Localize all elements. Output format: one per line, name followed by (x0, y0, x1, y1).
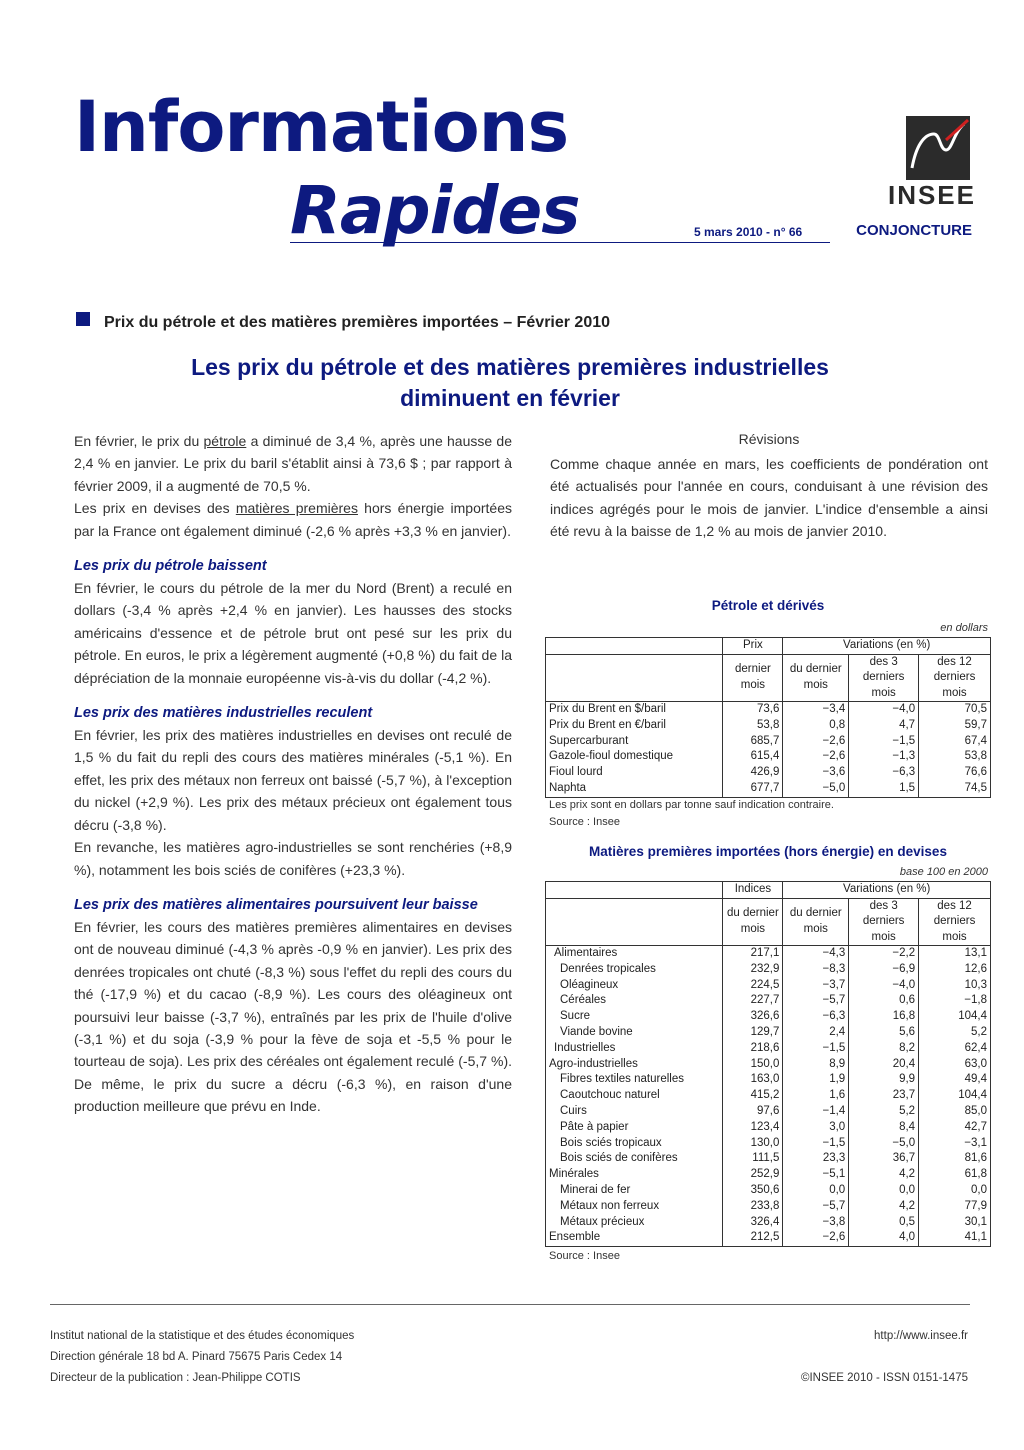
section-paragraph-industrielles-1: En février, les prix des matières industrielles en devises ont reculé de 1,5 % du fait du repli des cours des matières minérales (-5,1 %). En effet, les prix des métaux non ferreux ont baissé (-5,7 %), à l'exception du nickel (+2,9 %). Les prix des métaux précieux ont également tous décru (-3,8 %). (74, 727, 512, 833)
section-heading-petrole: Les prix du pétrole baissent (74, 558, 267, 575)
row-label: Céréales (546, 993, 723, 1009)
cell-value: 0,0 (919, 1183, 991, 1199)
cell-value: 74,5 (919, 781, 991, 797)
intro-text: hors énergie importées par la France ont également diminué (-2,6 % après +3,3 % en janvier). (74, 500, 512, 539)
cell-value: −2,6 (783, 734, 849, 750)
cell-value: 111,5 (723, 1151, 783, 1167)
cell-value: −6,3 (783, 1009, 849, 1025)
row-label: Métaux précieux (546, 1215, 723, 1231)
cell-value: 129,7 (723, 1025, 783, 1041)
insee-logo-icon (906, 116, 970, 180)
cell-value: −1,5 (849, 734, 919, 750)
row-label: Bois sciés de conifères (546, 1151, 723, 1167)
intro-paragraph-2 (74, 497, 512, 542)
matieres-table-row (546, 1136, 991, 1152)
cell-value: 5,2 (919, 1025, 991, 1041)
cell-value: 9,9 (849, 1072, 919, 1088)
cell-value: 4,0 (849, 1230, 919, 1246)
cell-value: −1,5 (783, 1041, 849, 1057)
cell-value: −3,6 (783, 765, 849, 781)
table1-corner (546, 638, 723, 655)
matieres-table (545, 881, 991, 1247)
cell-value: 163,0 (723, 1072, 783, 1088)
matieres-table-row (546, 1088, 991, 1104)
revisions-text: Comme chaque année en mars, les coefficients de pondération ont été actualisés pour l'année en cours, conduisant à une révision des indices agrégés pour le mois de janvier. L'indice d'ensemble a ainsi été revu à la baisse de 1,2 % au mois de janvier 2010. (550, 456, 988, 540)
cell-value: 415,2 (723, 1088, 783, 1104)
intro-text: a diminué de 3,4 %, après une hausse de 2,4 % en janvier. Le prix du baril s'établit ainsi à 73,6 $ ; par rapport à février 2009, il a augmenté de 70,5 %. (74, 433, 512, 494)
table2-unit: base 100 en 2000 (899, 866, 988, 878)
row-label: Minérales (546, 1167, 723, 1183)
cell-value: 81,6 (919, 1151, 991, 1167)
row-label: Supercarburant (546, 734, 723, 750)
cell-value: 85,0 (919, 1104, 991, 1120)
cell-value: −5,1 (783, 1167, 849, 1183)
matieres-table-row (546, 1025, 991, 1041)
matieres-table-row (546, 1151, 991, 1167)
row-label: Cuirs (546, 1104, 723, 1120)
petrole-table-row (546, 734, 991, 750)
table1-note: Les prix sont en dollars par tonne sauf indication contraire. (549, 799, 834, 811)
cell-value: 76,6 (919, 765, 991, 781)
table1-col-header: du dernier mois (783, 654, 849, 702)
cell-value: 218,6 (723, 1041, 783, 1057)
petrole-table (545, 637, 991, 798)
table2-corner (546, 882, 723, 899)
matieres-table-row (546, 1230, 991, 1246)
row-label: Fioul lourd (546, 765, 723, 781)
cell-value: −8,3 (783, 962, 849, 978)
cell-value: 62,4 (919, 1041, 991, 1057)
cell-value: 77,9 (919, 1199, 991, 1215)
cell-value: 4,7 (849, 718, 919, 734)
footer-address: Direction générale 18 bd A. Pinard 75675 Paris Cedex 14 (50, 1351, 343, 1363)
cell-value: 36,7 (849, 1151, 919, 1167)
matieres-table-row (546, 1215, 991, 1231)
cell-value: −2,6 (783, 1230, 849, 1246)
row-label: Oléagineux (546, 978, 723, 994)
kicker-title: Prix du pétrole et des matières premières importées – Février 2010 (104, 314, 611, 331)
cell-value: 104,4 (919, 1088, 991, 1104)
row-label: Prix du Brent en €/baril (546, 718, 723, 734)
petrole-table-row (546, 765, 991, 781)
footer-rule (50, 1304, 970, 1305)
cell-value: 67,4 (919, 734, 991, 750)
footer-url-link[interactable]: http://www.insee.fr (874, 1330, 968, 1342)
cell-value: 252,9 (723, 1167, 783, 1183)
cell-value: 5,2 (849, 1104, 919, 1120)
cell-value: 23,3 (783, 1151, 849, 1167)
cell-value: 104,4 (919, 1009, 991, 1025)
cell-value: 0,6 (849, 993, 919, 1009)
cell-value: −3,7 (783, 978, 849, 994)
cell-value: 63,0 (919, 1057, 991, 1073)
cell-value: −5,7 (783, 1199, 849, 1215)
cell-value: 8,2 (849, 1041, 919, 1057)
row-label: Agro-industrielles (546, 1057, 723, 1073)
footer-institution: Institut national de la statistique et des études économiques (50, 1330, 355, 1342)
table2-col-header: du dernier mois (723, 898, 783, 946)
table1-head-prix: Prix (723, 638, 783, 655)
table1-title: Pétrole et dérivés (711, 598, 825, 613)
rubrique-label: CONJONCTURE (856, 222, 972, 239)
cell-value: 16,8 (849, 1009, 919, 1025)
cell-value: 123,4 (723, 1120, 783, 1136)
petrole-table-row (546, 749, 991, 765)
matieres-table-row (546, 1057, 991, 1073)
cell-value: 326,4 (723, 1215, 783, 1231)
cell-value: 23,7 (849, 1088, 919, 1104)
cell-value: −1,3 (849, 749, 919, 765)
masthead-subtitle: Rapides (290, 172, 580, 249)
matieres-table-row (546, 978, 991, 994)
row-label: Caoutchouc naturel (546, 1088, 723, 1104)
row-label: Naphta (546, 781, 723, 797)
cell-value: 53,8 (723, 718, 783, 734)
row-label: Fibres textiles naturelles (546, 1072, 723, 1088)
row-label: Sucre (546, 1009, 723, 1025)
cell-value: 232,9 (723, 962, 783, 978)
cell-value: 227,7 (723, 993, 783, 1009)
cell-value: −3,4 (783, 702, 849, 718)
cell-value: −3,1 (919, 1136, 991, 1152)
cell-value: 20,4 (849, 1057, 919, 1073)
cell-value: 10,3 (919, 978, 991, 994)
cell-value: 41,1 (919, 1230, 991, 1246)
matieres-table-row (546, 962, 991, 978)
headline-line-2: diminuent en février (400, 385, 620, 411)
matieres-table-row (546, 946, 991, 962)
table1-col-header: dernier mois (723, 654, 783, 702)
cell-value: 233,8 (723, 1199, 783, 1215)
petrole-table-row (546, 718, 991, 734)
section-paragraph-industrielles-2: En revanche, les matières agro-industrielles se sont renchéries (+8,9 %), notamment les bois sciés de conifères (+23,3 %). (74, 839, 512, 878)
cell-value: 426,9 (723, 765, 783, 781)
cell-value: −5,7 (783, 993, 849, 1009)
cell-value: −1,8 (919, 993, 991, 1009)
cell-value: 13,1 (919, 946, 991, 962)
section-paragraph-alimentaires: En février, les cours des matières premières alimentaires en devises ont de nouveau diminué (-4,3 % après -0,9 % en janvier). Les prix des denrées tropicales ont chuté (-8,3 %) sous l'effet du repli des cours du thé (-17,9 %) et du cacao (-8,9 %). Les cours des oléagineux ont poursuivi leur baisse (-3,7 %), entraînés par les prix de l'huile d'olive (-3,1 %) et du soja (-3,9 % pour la fève de soja et -5,5 % pour le tourteau de soja). Les prix des céréales ont également reculé (-5,7 %). De même, le prix du sucre a décru (-6,3 %), en raison d'une production meilleure que prévu en Inde. (74, 918, 512, 1115)
cell-value: 3,0 (783, 1120, 849, 1136)
table2-col-header: du dernier mois (783, 898, 849, 946)
row-label: Bois sciés tropicaux (546, 1136, 723, 1152)
intro-paragraph-1 (74, 430, 512, 497)
insee-logo-text: INSEE (887, 180, 976, 210)
headline (100, 352, 920, 414)
cell-value: 350,6 (723, 1183, 783, 1199)
cell-value: 224,5 (723, 978, 783, 994)
cell-value: 0,8 (783, 718, 849, 734)
cell-value: −5,0 (783, 781, 849, 797)
row-label: Industrielles (546, 1041, 723, 1057)
matieres-table-row (546, 1120, 991, 1136)
matieres-table-row (546, 1072, 991, 1088)
petrole-table-row (546, 702, 991, 718)
row-label: Viande bovine (546, 1025, 723, 1041)
matieres-table-row (546, 1183, 991, 1199)
table2-corner (546, 898, 723, 946)
masthead-title: Informations (74, 86, 569, 168)
cell-value: 49,4 (919, 1072, 991, 1088)
row-label: Prix du Brent en $/baril (546, 702, 723, 718)
cell-value: 97,6 (723, 1104, 783, 1120)
table2-head-indices: Indices (723, 882, 783, 899)
cell-value: 42,7 (919, 1120, 991, 1136)
table1-head-variations: Variations (en %) (783, 638, 991, 655)
table1-col-header: des 3 derniers mois (849, 654, 919, 702)
cell-value: 685,7 (723, 734, 783, 750)
section-heading-alimentaires: Les prix des matières alimentaires poursuivent leur baisse (74, 896, 478, 913)
table2-col-header: des 12 derniers mois (919, 898, 991, 946)
cell-value: 217,1 (723, 946, 783, 962)
matieres-premieres-link[interactable]: matières premières (235, 500, 358, 517)
cell-value: −4,0 (849, 702, 919, 718)
footer-copyright: ©INSEE 2010 - ISSN 0151-1475 (800, 1372, 968, 1384)
cell-value: 30,1 (919, 1215, 991, 1231)
row-label: Métaux non ferreux (546, 1199, 723, 1215)
table2-source: Source : Insee (549, 1250, 620, 1262)
table2-col-header: des 3 derniers mois (849, 898, 919, 946)
cell-value: 61,8 (919, 1167, 991, 1183)
matieres-table-row (546, 993, 991, 1009)
matieres-table-row (546, 1199, 991, 1215)
cell-value: −6,3 (849, 765, 919, 781)
cell-value: 73,6 (723, 702, 783, 718)
matieres-table-row (546, 1167, 991, 1183)
intro-text: En février, le prix du (74, 433, 204, 449)
row-label: Denrées tropicales (546, 962, 723, 978)
cell-value: −3,8 (783, 1215, 849, 1231)
cell-value: −4,0 (849, 978, 919, 994)
table1-corner (546, 654, 723, 702)
table1-col-header: des 12 derniers mois (919, 654, 991, 702)
cell-value: −5,0 (849, 1136, 919, 1152)
cell-value: 8,4 (849, 1120, 919, 1136)
cell-value: 5,6 (849, 1025, 919, 1041)
cell-value: 0,0 (849, 1183, 919, 1199)
cell-value: 8,9 (783, 1057, 849, 1073)
cell-value: 4,2 (849, 1199, 919, 1215)
masthead-rule (290, 242, 830, 243)
row-label: Minerai de fer (546, 1183, 723, 1199)
cell-value: 53,8 (919, 749, 991, 765)
row-label: Alimentaires (546, 946, 723, 962)
intro-text: Les prix en devises des (74, 500, 236, 517)
cell-value: −2,6 (783, 749, 849, 765)
petrole-link[interactable]: pétrole (203, 433, 247, 449)
table1-source: Source : Insee (549, 816, 620, 828)
issue-date: 5 mars 2010 - n° 66 (694, 225, 803, 239)
cell-value: 326,6 (723, 1009, 783, 1025)
cell-value: 4,2 (849, 1167, 919, 1183)
row-label: Ensemble (546, 1230, 723, 1246)
cell-value: −2,2 (849, 946, 919, 962)
row-label: Gazole-fioul domestique (546, 749, 723, 765)
cell-value: 1,5 (849, 781, 919, 797)
table1-unit: en dollars (940, 622, 988, 634)
table2-head-variations: Variations (en %) (783, 882, 991, 899)
cell-value: −1,4 (783, 1104, 849, 1120)
matieres-table-row (546, 1009, 991, 1025)
cell-value: 1,9 (783, 1072, 849, 1088)
cell-value: 1,6 (783, 1088, 849, 1104)
cell-value: 59,7 (919, 718, 991, 734)
cell-value: 150,0 (723, 1057, 783, 1073)
cell-value: −1,5 (783, 1136, 849, 1152)
section-heading-industrielles: Les prix des matières industrielles reculent (74, 705, 373, 722)
matieres-table-row (546, 1104, 991, 1120)
matieres-table-row (546, 1041, 991, 1057)
cell-value: 212,5 (723, 1230, 783, 1246)
revisions-title: Révisions (738, 431, 800, 447)
cell-value: 0,5 (849, 1215, 919, 1231)
cell-value: 130,0 (723, 1136, 783, 1152)
cell-value: −6,9 (849, 962, 919, 978)
bullet-square-icon (76, 312, 90, 326)
petrole-table-row (546, 781, 991, 797)
cell-value: 70,5 (919, 702, 991, 718)
cell-value: −4,3 (783, 946, 849, 962)
headline-line-1: Les prix du pétrole et des matières premières industrielles (191, 354, 829, 380)
cell-value: 615,4 (723, 749, 783, 765)
row-label: Pâte à papier (546, 1120, 723, 1136)
cell-value: 677,7 (723, 781, 783, 797)
cell-value: 2,4 (783, 1025, 849, 1041)
section-paragraph-petrole: En février, le cours du pétrole de la mer du Nord (Brent) a reculé en dollars (-3,4 % après +2,4 % en janvier). Les hausses des stocks américains d'essence et de pétrole brut ont pesé sur les prix du pétrole. En euros, le prix a légèrement augmenté (+0,8 %) du fait de la dépréciation de la monnaie européenne vis-à-vis du dollar (-4,2 %). (74, 580, 512, 686)
cell-value: 12,6 (919, 962, 991, 978)
cell-value: 0,0 (783, 1183, 849, 1199)
table2-title: Matières premières importées (hors énergie) en devises (589, 844, 947, 859)
footer-director: Directeur de la publication : Jean-Philippe COTIS (50, 1372, 301, 1384)
left-column (74, 430, 512, 1118)
